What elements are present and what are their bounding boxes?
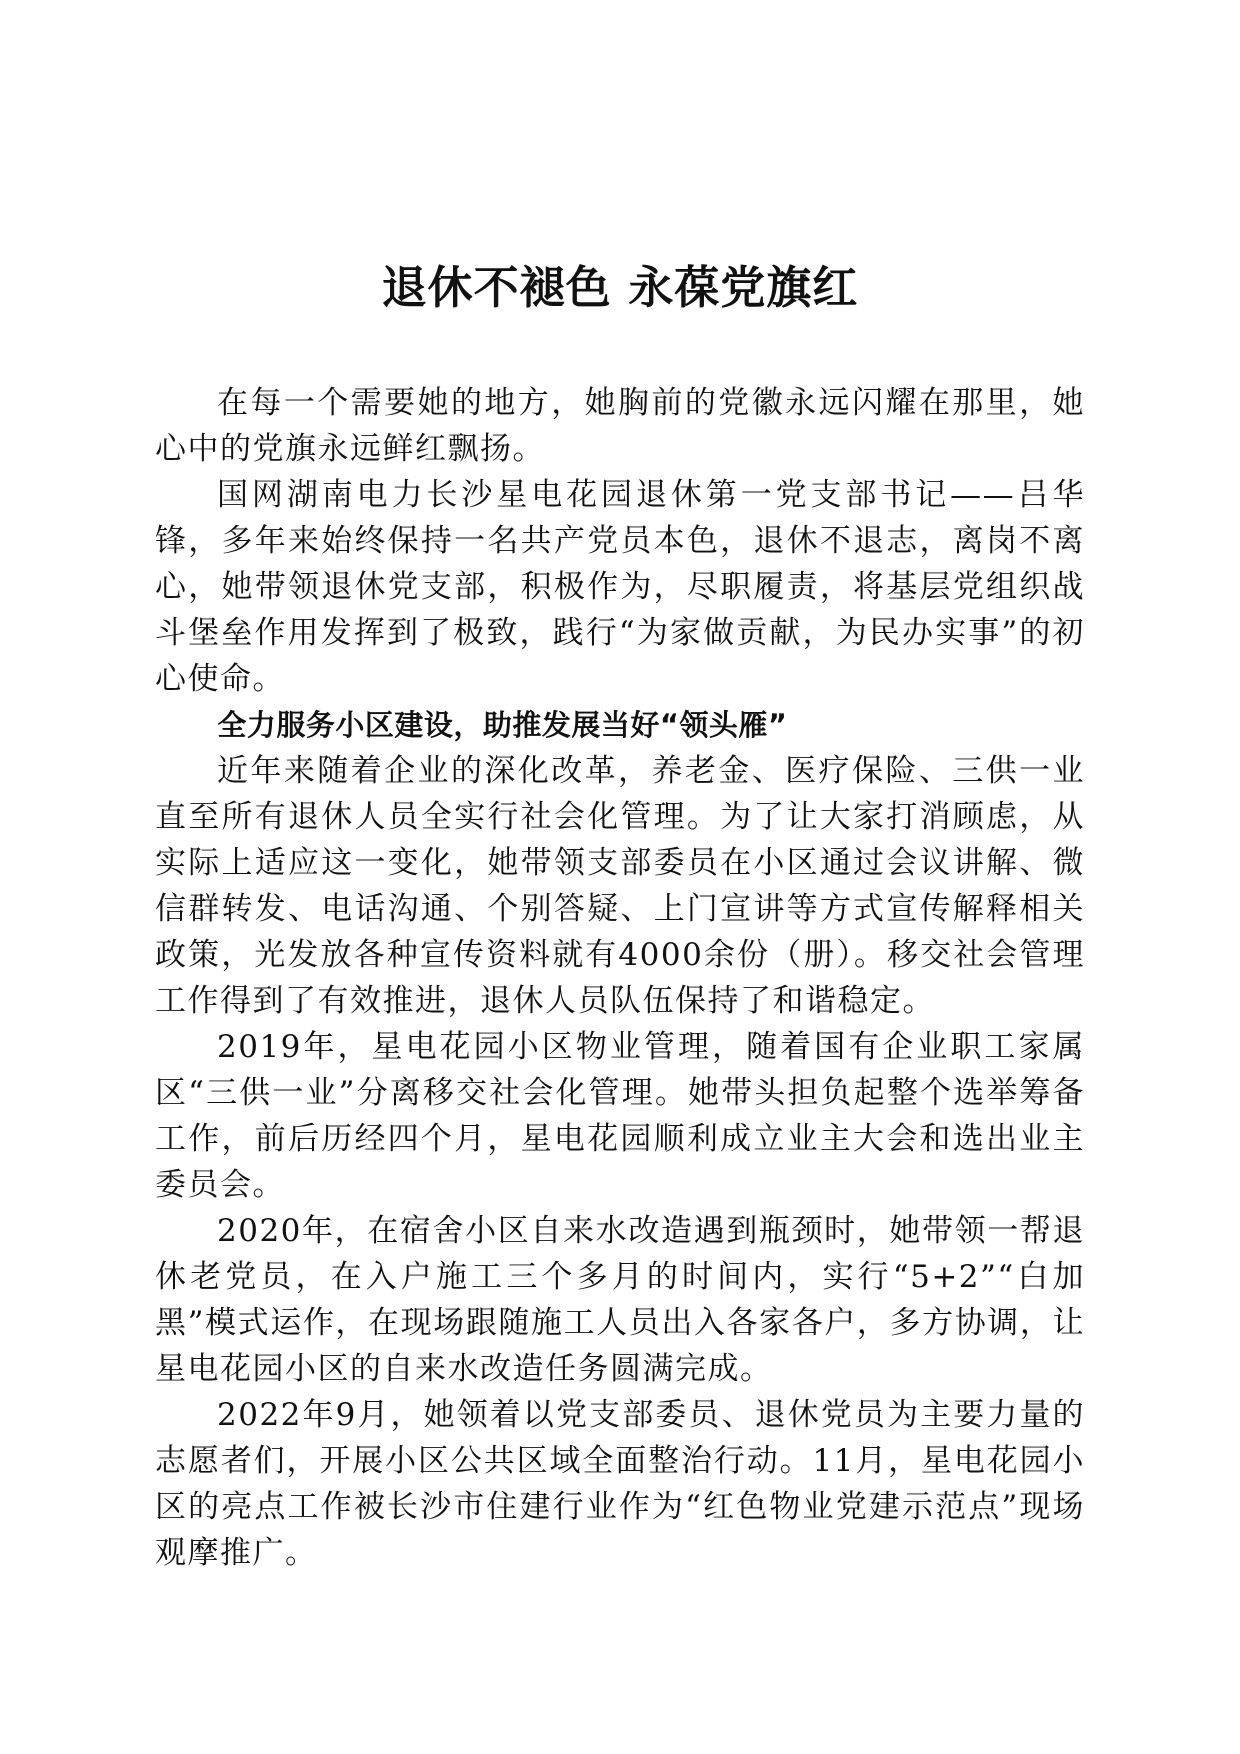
section-paragraph-3: 2020年，在宿舍小区自来水改造遇到瓶颈时，她带领一帮退休老党员，在入户施工三个多月的时间内，实行“5+2”“白加黑”模式运作，在现场跟随施工人员出入各家各户，多方协调，让星电花园小区的自来水改造任务圆满完成。	[155, 1213, 1085, 1387]
article-body	[155, 380, 1085, 1576]
section-paragraph-1: 近年来随着企业的深化改革，养老金、医疗保险、三供一业直至所有退休人员全实行社会化管理。为了让大家打消顾虑，从实际上适应这一变化，她带领支部委员在小区通过会议讲解、微信群转发、电话沟通、个别答疑、上门宣讲等方式宣传解释相关政策，光发放各种宣传资料就有4000余份（册）。移交社会管理工作得到了有效推进，退休人员队伍保持了和谐稳定。	[155, 753, 1085, 1019]
intro-paragraph-1: 在每一个需要她的地方，她胸前的党徽永远闪耀在那里，她心中的党旗永远鲜红飘扬。	[155, 385, 1085, 467]
section-paragraph-2: 2019年，星电花园小区物业管理，随着国有企业职工家属区“三供一业”分离移交社会化管理。她带头担负起整个选举筹备工作，前后历经四个月，星电花园顺利成立业主大会和选出业主委员会。	[155, 1029, 1085, 1203]
intro-paragraph-2: 国网湖南电力长沙星电花园退休第一党支部书记——吕华锋，多年来始终保持一名共产党员本色，退休不退志，离岗不离心，她带领退休党支部，积极作为，尽职履责，将基层党组织战斗堡垒作用发挥到了极致，践行“为家做贡献，为民办实事”的初心使命。	[155, 477, 1085, 697]
article-title: 退休不褪色 永葆党旗红	[381, 261, 859, 314]
section-paragraph-4: 2022年9月，她领着以党支部委员、退休党员为主要力量的志愿者们，开展小区公共区域全面整治行动。11月，星电花园小区的亮点工作被长沙市住建行业作为“红色物业党建示范点”现场观摩推广。	[155, 1397, 1085, 1571]
section-heading: 全力服务小区建设，助推发展当好“领头雁”	[217, 708, 788, 742]
